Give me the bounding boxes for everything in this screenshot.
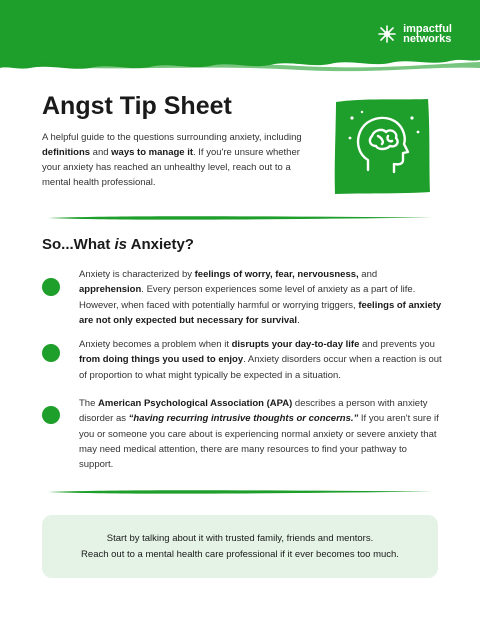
brand-logo [377,24,452,44]
item-text: Anxiety becomes a problem when it disrupts your day-to-day life and prevents you from doing things you used to enjoy. Anxiety disorders occur when a reaction is out of proportion to what might typically be expected in a situation. [79,339,442,381]
callout-line-1: Start by talking about it with trusted family, friends and mentors. [106,532,374,544]
list-item [42,396,442,472]
item-text: The American Psychological Association (APA) describes a person with anxiety disorder as “having recurring intrusive thoughts or concerns.” If you aren't sure if you or someone you care about is experiencing normal anxiety or severe anxiety that may need medical attention, there are many resources to find your pathway to support. [79,398,439,471]
list-item [42,267,442,328]
divider-bottom [48,489,433,495]
section-heading: So...What is Anxiety? [42,236,194,253]
bullet-dot [42,278,60,296]
head-brain-icon [332,96,432,196]
logo-line-2: networks [403,33,452,45]
bullet-dot [42,406,60,424]
bullet-dot [42,344,60,362]
swirl-logo-icon [377,24,397,44]
callout-line-2: Reach out to a mental health care professional if it ever becomes too much. [81,548,399,560]
intro-paragraph: A helpful guide to the questions surrounding anxiety, including definitions and ways to manage it. If you're unsure whether your anxiety has reached an unhealthy level, reach out to a mental health professional. [42,132,302,188]
page-title: Angst Tip Sheet [42,92,232,120]
divider-top [48,215,433,221]
logo-line-1: impactful [403,23,452,35]
callout-box [42,515,438,578]
list-item [42,337,442,383]
item-text: Anxiety is characterized by feelings of worry, fear, nervousness, and apprehension. Every person experiences some level of anxiety as a part of life. However, when faced with potentially harmful or worrying triggers, feelings of anxiety are not only expected but necessary for survival. [79,269,442,326]
